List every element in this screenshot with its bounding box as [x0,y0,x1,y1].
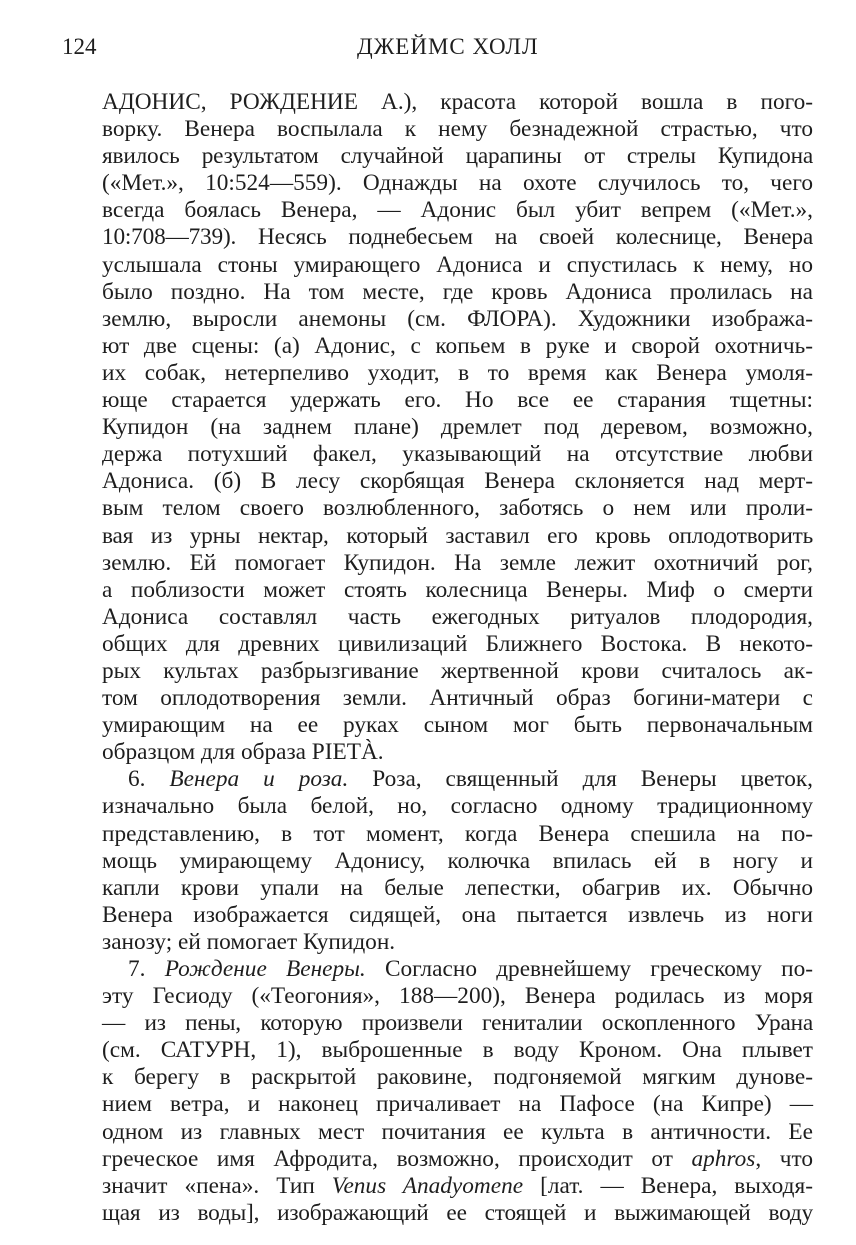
text-line: к берегу в раскрытой раковине, подгоняемой мягким дунове- [102,1064,813,1091]
text-line: 7. Рождение Венеры. Согласно древнейшему греческому по- [128,956,813,982]
text-line: рых культах разбрызгивание жертвенной крови считалось ак- [102,657,813,684]
text-line: всегда боялась Венера, — Адонис был убит вепрем («Мет.», [102,197,813,224]
text-line: Купидон (на заднем плане) дремлет под деревом, возможно, [102,414,813,441]
text-line: ют две сцены: (а) Адонис, с копьем в руке и сворой охотничь- [102,332,813,359]
text-line: Адониса составлял часть ежегодных ритуалов плодородия, [102,603,813,630]
text-line: изначально была белой, но, согласно одному традиционному [102,793,813,820]
text-line: явилось результатом случайной царапины от стрелы Купидона [102,143,813,170]
text-line: юще старается удержать его. Но все ее старания тщетны: [102,387,813,414]
text-line: землю, выросли анемоны (см. ФЛОРА). Художники изобража- [102,305,813,332]
text-line: вым телом своего возлюбленного, заботясь о нем или проли- [102,495,813,522]
page-number: 124 [62,34,97,59]
text-line: а поблизости может стоять колесница Венеры. Миф о смерти [102,576,813,603]
text-line: землю. Ей помогает Купидон. На земле лежит охотничий рог, [102,549,813,576]
text-line: их собак, нетерпеливо уходит, в то время как Венера умоля- [102,359,813,386]
text-line: образцом для образа PIETÀ. [102,739,384,766]
text-line: эту Гесиоду («Теогония», 188—200), Венера родилась из моря [102,983,813,1010]
page-header [62,34,822,64]
text-line: мощь умирающему Адонису, колючка впилась ей в ногу и [102,847,813,874]
text-line: одном из главных мест почитания ее культа в античности. Ее [102,1118,813,1145]
text-line: услышала стоны умирающего Адониса и спустилась к нему, но [102,251,813,278]
text-line: представлению, в тот момент, когда Венера спешила на по- [102,820,813,847]
text-line: — из пены, которую произвели гениталии оскопленного Урана [102,1010,813,1037]
text-line: том оплодотворения земли. Античный образ богини-матери с [102,685,813,712]
text-line: 10:708—739). Несясь поднебесьем на своей колеснице, Венера [102,224,813,251]
body-text [102,89,813,1227]
text-line: умирающим на ее руках сыном мог быть первоначальным [102,712,813,739]
text-line: общих для древних цивилизаций Ближнего Востока. В некото- [102,630,813,657]
text-line: ворку. Венера воспылала к нему безнадежной страстью, что [102,116,813,143]
text-line: («Мет.», 10:524—559). Однажды на охоте случилось то, чего [102,170,813,197]
text-line: (см. САТУРН, 1), выброшенные в воду Кроном. Она плывет [102,1037,813,1064]
text-line: занозу; ей помогает Купидон. [102,928,396,955]
text-line: нием ветра, и наконец причаливает на Пафосе (на Кипре) — [102,1091,813,1118]
text-line: держа потухший факел, указывающий на отсутствие любви [102,441,813,468]
text-line: 6. Венера и роза. Роза, священный для Венеры цветок, [128,766,813,793]
text-line: щая из воды], изображающий ее стоящей и выжимающей воду [102,1199,813,1226]
text-line: Венера изображается сидящей, она пытается извлечь из ноги [102,901,813,928]
text-line: вая из урны нектар, который заставил его кровь оплодотворить [102,522,813,549]
text-line: было поздно. На том месте, где кровь Адониса пролилась на [102,278,813,305]
text-line: греческое имя Афродита, возможно, происходит от aphros, что [102,1145,813,1172]
running-head: ДЖЕЙМС ХОЛЛ [357,34,539,59]
text-line: капли крови упали на белые лепестки, обагрив их. Обычно [102,874,813,901]
text-line: Адониса. (б) В лесу скорбящая Венера склоняется над мерт- [102,468,813,495]
text-line: АДОНИС, РОЖДЕНИЕ А.), красота которой вошла в пого- [102,89,813,115]
text-line: значит «пена». Тип Venus Anadyomene [лат. — Венера, выходя- [102,1172,813,1199]
